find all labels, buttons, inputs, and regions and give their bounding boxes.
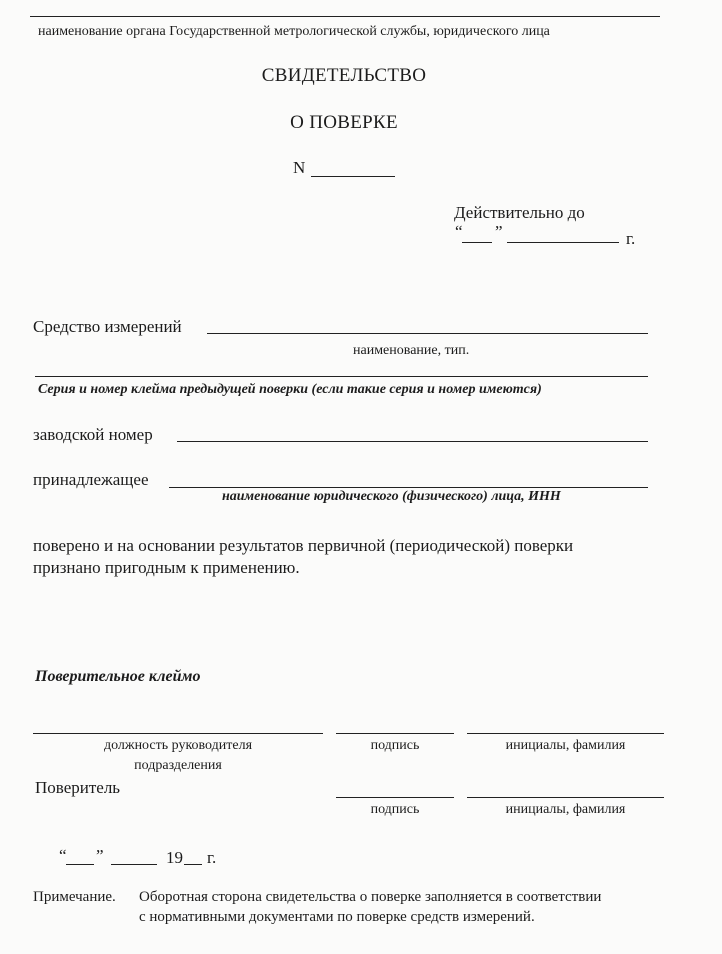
note-line-2: с нормативными документами по поверке средств измерений. [139, 909, 535, 925]
validity-label: Действительно до [454, 203, 585, 222]
verifier-label: Поверитель [35, 778, 121, 797]
org-name-line[interactable] [30, 16, 660, 17]
verification-stamp-label: Поверительное клеймо [35, 668, 201, 685]
verifier-signature-line[interactable] [336, 797, 454, 798]
validity-month-line[interactable] [507, 242, 619, 243]
instrument-caption: наименование, тип. [353, 343, 470, 358]
validity-day-line[interactable] [462, 242, 492, 243]
series-caption: Серия и номер клейма предыдущей поверки (если такие серия и номер имеются) [38, 382, 542, 397]
owner-line[interactable] [169, 487, 648, 488]
head-signature-line[interactable] [336, 733, 454, 734]
head-initials-line[interactable] [467, 733, 664, 734]
verifier-initials-caption: инициалы, фамилия [505, 802, 626, 817]
document-title: СВИДЕТЕЛЬСТВО [261, 65, 427, 86]
head-position-caption-1: должность руководителя [103, 738, 253, 753]
date-month-line[interactable] [111, 864, 157, 865]
owner-label: принадлежащее [33, 470, 149, 489]
date-year-suffix: г. [207, 848, 217, 867]
statement-line-2: признано пригодным к применению. [33, 558, 300, 577]
series-line[interactable] [35, 376, 648, 377]
certificate-number-label: N [293, 158, 306, 177]
note-label: Примечание. [33, 889, 116, 905]
org-name-caption: наименование органа Государственной метрологической службы, юридического лица [38, 24, 550, 39]
owner-caption: наименование юридического (физического) лица, ИНН [222, 489, 561, 504]
head-position-caption-2: подразделения [134, 758, 222, 773]
statement-line-1: поверено и на основании результатов первичной (периодической) поверки [33, 536, 574, 555]
date-day-line[interactable] [66, 864, 94, 865]
head-signature-caption: подпись [370, 738, 420, 753]
date-quote-close: ” [96, 846, 104, 865]
validity-year-suffix: г. [626, 229, 636, 248]
document-subtitle: О ПОВЕРКЕ [290, 112, 398, 133]
serial-number-label: заводской номер [33, 425, 153, 444]
instrument-label: Средство измерений [33, 317, 182, 336]
certificate-number-line[interactable] [311, 176, 395, 177]
date-quote-open: “ [59, 846, 67, 865]
validity-quote-open: “ [455, 222, 463, 241]
note-line-1: Оборотная сторона свидетельства о поверке заполняется в соответствии [139, 889, 602, 905]
validity-quote-close: ” [495, 222, 503, 241]
serial-number-line[interactable] [177, 441, 648, 442]
verifier-signature-caption: подпись [370, 802, 420, 817]
date-year-prefix: 19 [166, 848, 183, 867]
head-position-line[interactable] [33, 733, 323, 734]
instrument-name-line[interactable] [207, 333, 648, 334]
verifier-initials-line[interactable] [467, 797, 664, 798]
date-year-line[interactable] [184, 864, 202, 865]
head-initials-caption: инициалы, фамилия [505, 738, 626, 753]
